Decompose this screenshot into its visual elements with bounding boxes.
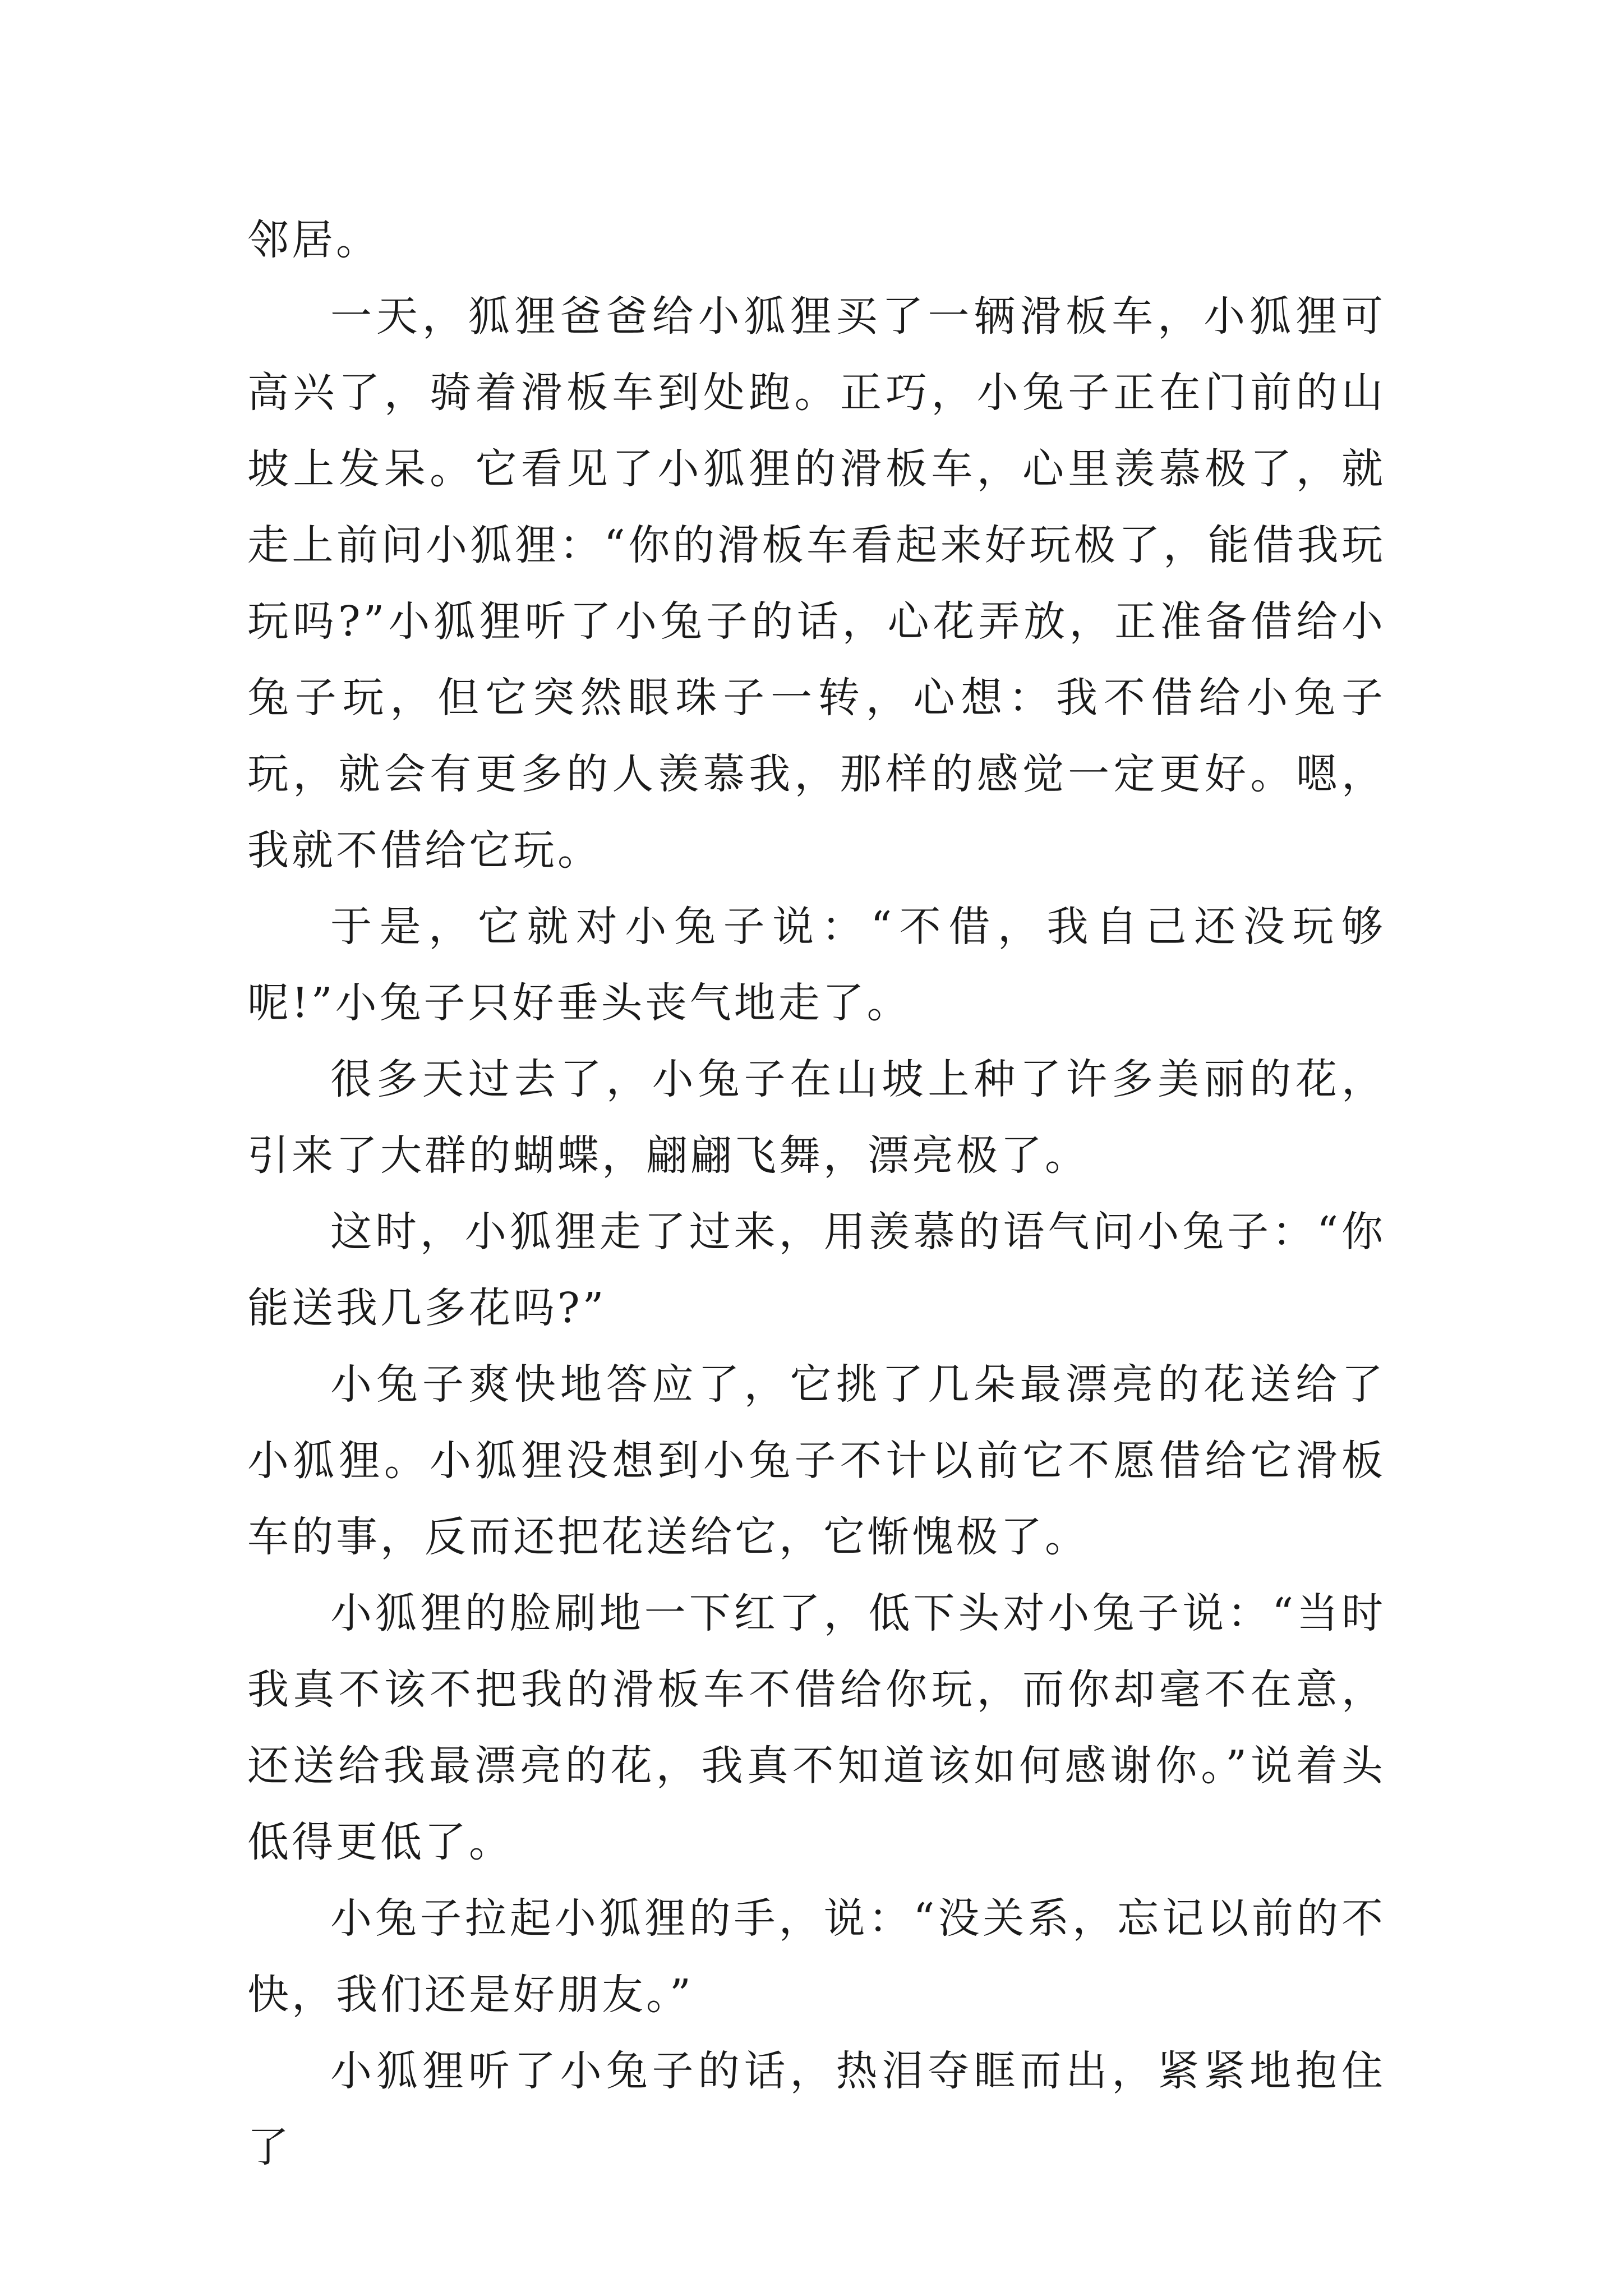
paragraph: 很多天过去了，小兔子在山坡上种了许多美丽的花，引来了大群的蝴蝶，翩翩飞舞，漂亮极了。 bbox=[247, 1055, 1386, 1180]
paragraph: 小狐狸听了小兔子的话，热泪夺眶而出，紧紧地抱住了 bbox=[247, 2047, 1386, 2171]
paragraph: 于是，它就对小兔子说：“不借，我自己还没玩够呢!”小兔子只好垂头丧气地走了。 bbox=[247, 903, 1386, 1027]
paragraph: 小兔子爽快地答应了，它挑了几朵最漂亮的花送给了小狐狸。小狐狸没想到小兔子不计以前它不愿借给它滑板车的事，反而还把花送给它，它惭愧极了。 bbox=[247, 1360, 1386, 1561]
paragraph: 邻居。 bbox=[247, 216, 380, 264]
document-body bbox=[247, 202, 1386, 2185]
paragraph: 小狐狸的脸刷地一下红了，低下头对小兔子说：“当时我真不该不把我的滑板车不借给你玩，而你却毫不在意，还送给我最漂亮的花，我真不知道该如何感谢你。”说着头低得更低了。 bbox=[247, 1589, 1386, 1866]
paragraph: 小兔子拉起小狐狸的手，说：“没关系，忘记以前的不快，我们还是好朋友。” bbox=[247, 1894, 1386, 2019]
paragraph: 这时，小狐狸走了过来，用羡慕的语气问小兔子：“你能送我几多花吗?” bbox=[247, 1208, 1386, 1332]
paragraph: 一天，狐狸爸爸给小狐狸买了一辆滑板车，小狐狸可高兴了，骑着滑板车到处跑。正巧，小兔子正在门前的山坡上发呆。它看见了小狐狸的滑板车，心里羡慕极了，就走上前问小狐狸：“你的滑板车看起来好玩极了，能借我玩玩吗?”小狐狸听了小兔子的话，心花弄放，正准备借给小兔子玩，但它突然眼珠子一转，心想：我不借给小兔子玩，就会有更多的人羡慕我，那样的感觉一定更好。嗯，我就不借给它玩。 bbox=[247, 292, 1386, 875]
